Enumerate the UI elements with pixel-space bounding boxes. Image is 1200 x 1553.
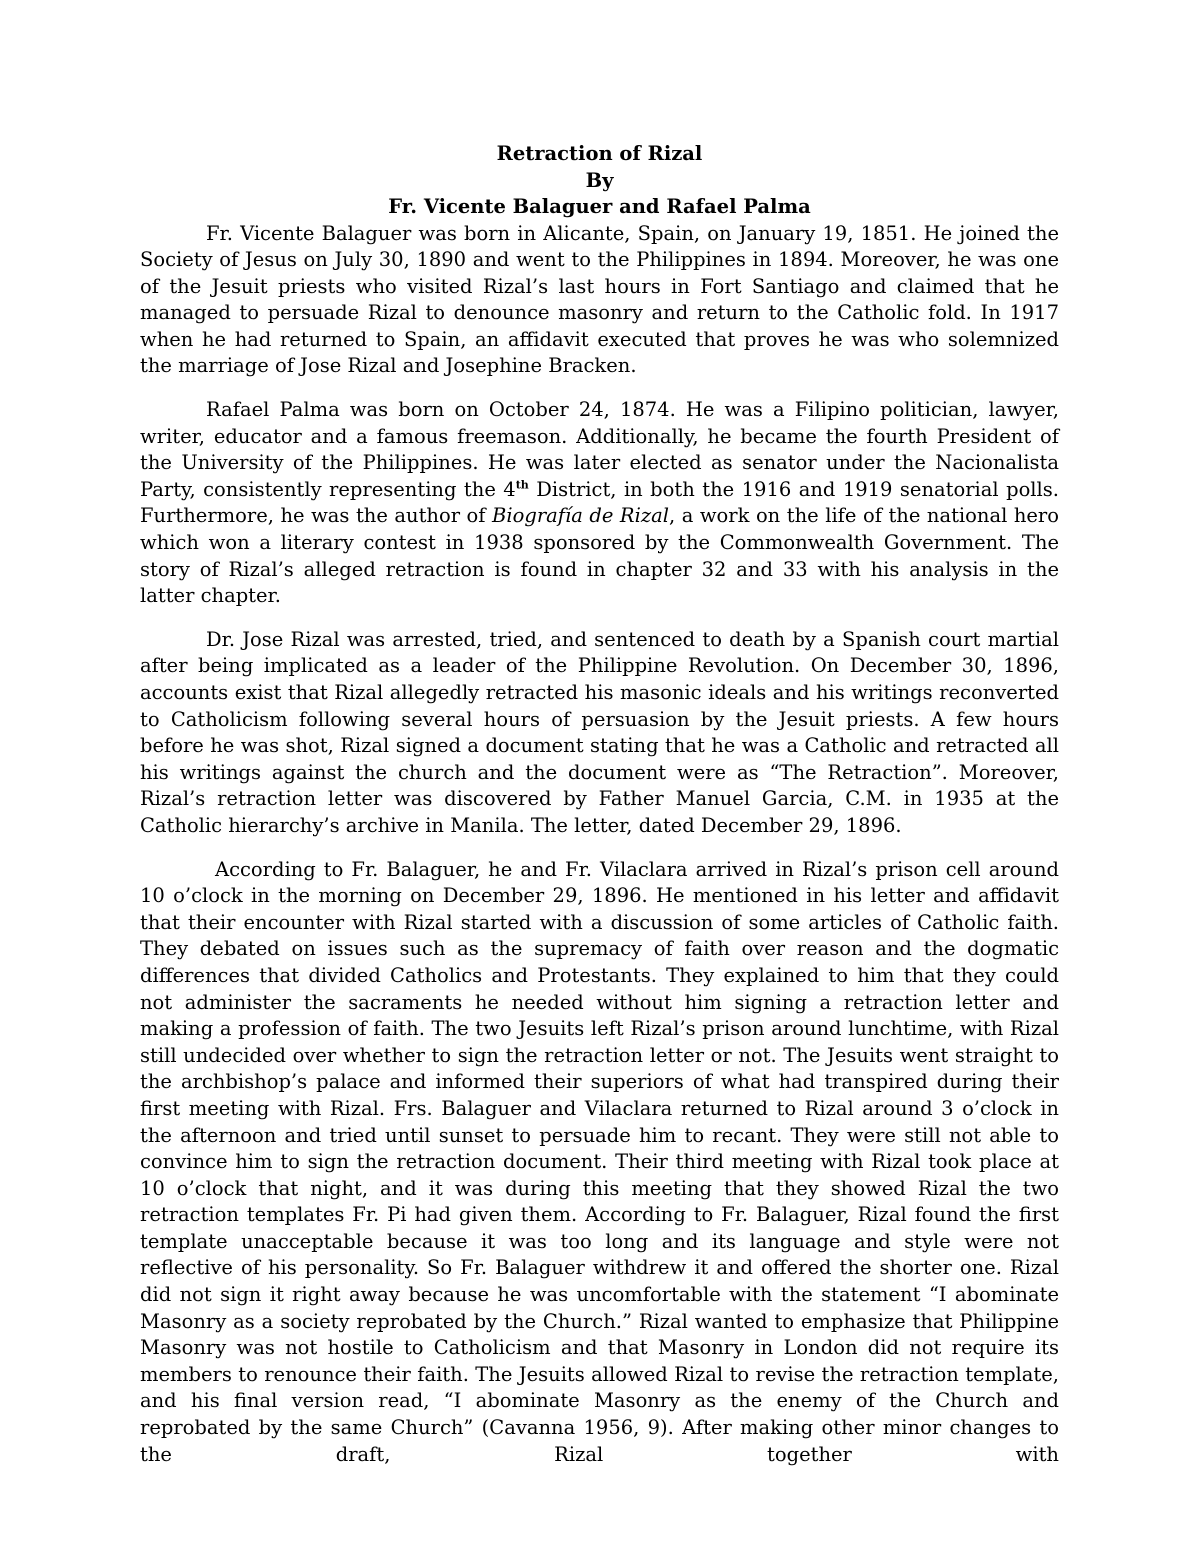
by-line: By	[585, 168, 614, 192]
paragraph-rizal-arrest: Dr. Jose Rizal was arrested, tried, and sentenced to death by a Spanish court martial after being implicated as a leader of the Philippine Revolution. On December 30, 1896, accounts exist that Rizal allegedly retracted his masonic ideals and his writings reconverted to Catholicism following several hours of persuasion by the Jesuit priests. A few hours before he was shot, Rizal signed a document stating that he was a Catholic and retracted all his writings against the church and the document were as “The Retraction”. Moreover, Rizal’s retraction letter was discovered by Father Manuel Garcia, C.M. in 1935 at the Catholic hierarchy’s archive in Manila. The letter, dated December 29, 1896.	[140, 627, 1059, 837]
ordinal-superscript: th	[515, 478, 529, 492]
document-title: Retraction of Rizal	[496, 142, 703, 165]
paragraph-palma-bio	[140, 397, 1059, 610]
paragraph-palma-text-3: , a work on the life of the national hero which won a literary contest in 1938 sponsored by the Commonwealth Government. The story of Rizal’s alleged retraction is found in chapter 32 and 33 with his analysis in the latter chapter.	[140, 504, 1059, 608]
title-block	[140, 141, 1059, 221]
authors-line: Fr. Vicente Balaguer and Rafael Palma	[388, 195, 811, 218]
book-title-biografia: Biografía de Rizal	[492, 504, 669, 528]
document-body	[140, 141, 1059, 1468]
paragraph-palma-text-2: District, in both the 1916 and 1919 senatorial polls. Furthermore, he was the author of	[140, 477, 1059, 528]
paragraph-balaguer-bio: Fr. Vicente Balaguer was born in Alicante, Spain, on January 19, 1851. He joined the Society of Jesus on July 30, 1890 and went to the Philippines in 1894. Moreover, he was one of the Jesuit priests who visited Rizal’s last hours in Fort Santiago and claimed that he managed to persuade Rizal to denounce masonry and return to the Catholic fold. In 1917 when he had returned to Spain, an affidavit executed that proves he was who solemnized the marriage of Jose Rizal and Josephine Bracken.	[140, 221, 1059, 378]
paragraph-palma-text-1: Rafael Palma was born on October 24, 1874. He was a Filipino politician, lawyer, writer, educator and a famous freemason. Additionally, he became the fourth President of the University of the Philippines. He was later elected as senator under the Nacionalista Party, consistently representing the 4	[140, 398, 1059, 501]
paragraph-balaguer-account: According to Fr. Balaguer, he and Fr. Vilaclara arrived in Rizal’s prison cell around 10 o’clock in the morning on December 29, 1896. He mentioned in his letter and affidavit that their encounter with Rizal started with a discussion of some articles of Catholic faith. They debated on issues such as the supremacy of faith over reason and the dogmatic differences that divided Catholics and Protestants. They explained to him that they could not administer the sacraments he needed without him signing a retraction letter and making a profession of faith. The two Jesuits left Rizal’s prison around lunchtime, with Rizal still undecided over whether to sign the retraction letter or not. The Jesuits went straight to the archbishop’s palace and informed their superiors of what had transpired during their first meeting with Rizal. Frs. Balaguer and Vilaclara returned to Rizal around 3 o’clock in the afternoon and tried until sunset to persuade him to recant. They were still not able to convince him to sign the retraction document. Their third meeting with Rizal took place at 10 o’clock that night, and it was during this meeting that they showed Rizal the two retraction templates Fr. Pi had given them. According to Fr. Balaguer, Rizal found the first template unacceptable because it was too long and its language and style were not reflective of his personality. So Fr. Balaguer withdrew it and offered the shorter one. Rizal did not sign it right away because he was uncomfortable with the statement “I abominate Masonry as a society reprobated by the Church.” Rizal wanted to emphasize that Philippine Masonry was not hostile to Catholicism and that Masonry in London did not require its members to renounce their faith. The Jesuits allowed Rizal to revise the retraction template, and his final version read, “I abominate Masonry as the enemy of the Church and reprobated by the same Church” (Cavanna 1956, 9). After making other minor changes to the draft, Rizal together with	[140, 857, 1059, 1466]
